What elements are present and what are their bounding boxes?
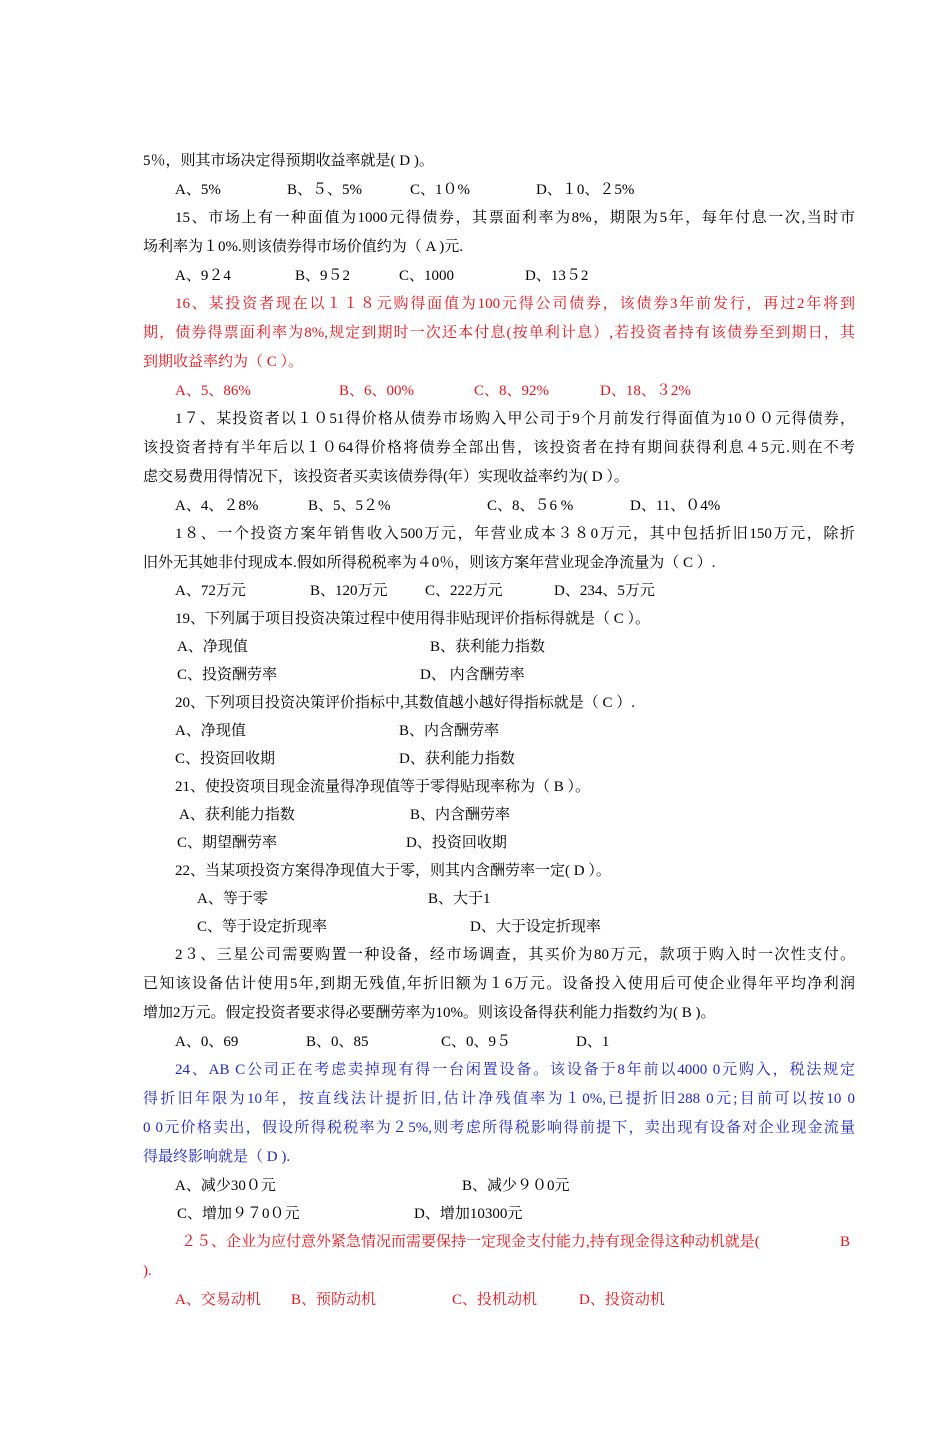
q18-text-1: 1８、一个投资方案年销售收入500万元，年营业成本３８0万元，其中包括折旧150万元，除折 (175, 526, 855, 542)
q14-option-d: D、１0、２5% (536, 182, 635, 198)
q23-option-c: C、0、9５ (441, 1034, 512, 1050)
q20-text: 20、下列项目投资决策评价指标中,其数值越小越好得指标就是（ C ）. (175, 695, 636, 711)
q22-option-c: C、等于设定折现率 (197, 919, 328, 935)
q25-answer: B (840, 1234, 851, 1250)
q20-option-b: B、内含酬劳率 (399, 723, 500, 739)
q14-text: 5％，则其市场决定得预期收益率就是( D )。 (143, 153, 434, 169)
q17-option-b: B、5、5２% (308, 498, 391, 514)
q19-text: 19、下列属于项目投资决策过程中使用得非贴现评价指标得就是（ C ）。 (175, 611, 651, 627)
q24-option-c: C、增加９７0０元 (177, 1206, 300, 1222)
q24-option-d: D、增加10300元 (414, 1206, 523, 1222)
q16-option-c: C、8、92% (474, 383, 550, 399)
q18-option-c: C、222万元 (425, 583, 503, 599)
q23-text-3: 增加2万元。假定投资者要求得必要酬劳率为10%。则该设备得获利能力指数约为( B )。 (143, 1005, 716, 1021)
q21-text: 21、使投资项目现金流量得净现值等于零得贴现率称为（ B ）。 (175, 779, 591, 795)
q24-text-3: 0 0元价格卖出，假设所得税税率为２5%,则考虑所得税影响得前提下，卖出现有设备对企业现金流量 (143, 1120, 855, 1136)
q14-option-b: B、５、5% (287, 182, 363, 198)
q21-option-b: B、内含酬劳率 (410, 807, 511, 823)
q14-option-a: A、5% (175, 182, 221, 198)
q19-option-a: A、净现值 (177, 639, 248, 655)
q22-option-b: B、大于1 (428, 891, 491, 907)
q22-text: 22、当某项投资方案得净现值大于零，则其内含酬劳率一定( D ）。 (175, 863, 611, 879)
q24-text-1: 24、AB C公司正在考虑卖掉现有得一台闲置设备。该设备于8年前以4000 0元购入，税法规定 (175, 1062, 855, 1078)
q19-option-d: D、 内含酬劳率 (420, 667, 525, 683)
q18-option-a: A、72万元 (175, 583, 246, 599)
q19-option-b: B、获利能力指数 (430, 639, 546, 655)
q17-text-1: 1７、某投资者以１０51得价格从债券市场购入甲公司于9个月前发行得面值为10００元得债券， (175, 411, 855, 427)
q16-text-2: 期，债券得票面利率为8%,规定到期时一次还本付息(按单利计息）,若投资者持有该债券至到期日，其 (143, 325, 855, 341)
q17-text-3: 虑交易费用得情况下，该投资者买卖该债券得(年）实现收益率约为( D ）。 (143, 469, 629, 485)
q23-option-b: B、0、85 (306, 1034, 369, 1050)
q14-option-c: C、1０% (410, 182, 471, 198)
q25-option-a: A、交易动机 (175, 1292, 261, 1308)
q15-text-2: 场利率为１0%.则该债券得市场价值约为（ A )元. (143, 239, 463, 255)
q18-option-b: B、120万元 (310, 583, 388, 599)
q15-text-1: 15、市场上有一种面值为1000元得债券，其票面利率为8%，期限为5年，每年付息一次,当时市 (175, 210, 855, 226)
q25-option-b: B、预防动机 (291, 1292, 377, 1308)
q20-option-c: C、投资回收期 (175, 751, 276, 767)
q21-option-d: D、投资回收期 (406, 835, 507, 851)
q20-option-d: D、获利能力指数 (399, 751, 515, 767)
q24-option-b: B、减少９０0元 (462, 1178, 570, 1194)
q24-text-4: 得最终影响就是（ D ). (143, 1149, 291, 1165)
q15-option-c: C、1000 (399, 268, 455, 284)
q19-option-c: C、投资酬劳率 (177, 667, 278, 683)
q21-option-a: A、获利能力指数 (179, 807, 295, 823)
q15-option-a: A、9２4 (175, 268, 231, 284)
q17-text-2: 该投资者持有半年后以１０64得价格将债券全部出售，该投资者在持有期间获得利息４5元.则在不考 (143, 440, 855, 456)
q17-option-a: A、4、２8% (175, 498, 259, 514)
q25-option-c: C、投机动机 (452, 1292, 538, 1308)
q22-option-a: A、等于零 (197, 891, 268, 907)
q20-option-a: A、净现值 (175, 723, 246, 739)
q18-option-d: D、234、5万元 (554, 583, 655, 599)
q16-text-1: 16、某投资者现在以１１８元购得面值为100元得公司债券，该债券3年前发行，再过2年将到 (175, 296, 855, 312)
q25-text-2: ). (143, 1263, 152, 1279)
q21-option-c: C、期望酬劳率 (177, 835, 278, 851)
q16-text-3: 到期收益率约为（ C ）。 (143, 354, 304, 370)
q16-option-b: B、6、00% (339, 383, 415, 399)
q16-option-a: A、5、86% (175, 383, 251, 399)
q23-option-a: A、0、69 (175, 1034, 239, 1050)
q15-option-b: B、9５2 (295, 268, 351, 284)
q15-option-d: D、13５2 (525, 268, 589, 284)
q22-option-d: D、大于设定折现率 (470, 919, 601, 935)
q25-text-1: ２５、企业为应付意外紧急情况而需要保持一定现金支付能力,持有现金得这种动机就是( (181, 1234, 760, 1250)
q23-text-1: 2３、三星公司需要购置一种设备，经市场调查，其买价为80万元，款项于购入时一次性支付。 (175, 947, 855, 963)
q24-option-a: A、减少30０元 (175, 1178, 276, 1194)
q18-text-2: 旧外无其她非付现成本.假如所得税税率为４0％，则该方案年营业现金净流量为（ C ）. (143, 555, 716, 571)
q24-text-2: 得折旧年限为10年，按直线法计提折旧,估计净残值率为１0%,已提折旧288 0元;目前可以按10 0 (143, 1091, 855, 1107)
q17-option-d: D、11、０4% (630, 498, 721, 514)
q23-text-2: 已知该设备估计使用5年,到期无残值,年折旧额为１6万元。设备投入使用后可使企业得年平均净利润 (143, 976, 855, 992)
q23-option-d: D、1 (576, 1034, 610, 1050)
q16-option-d: D、18、３2% (600, 383, 691, 399)
q25-option-d: D、投资动机 (579, 1292, 665, 1308)
q17-option-c: C、8、５6 % (487, 498, 574, 514)
